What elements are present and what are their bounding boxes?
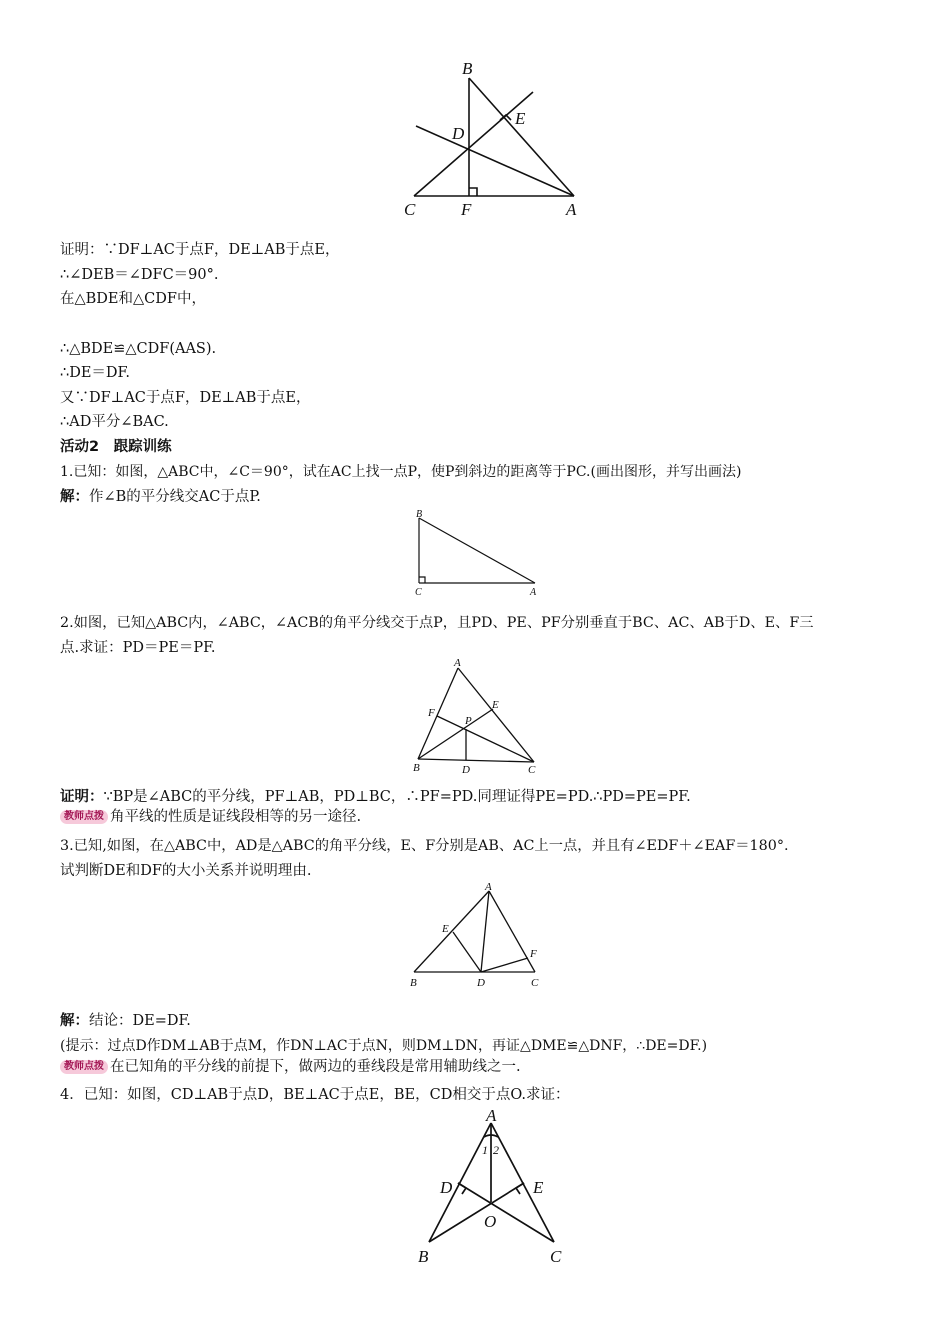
q4-label-A: A [486,1106,497,1125]
proof1-line-5: ∴DE＝DF. [60,365,130,381]
proof1-line-2: ∴∠DEB＝∠DFC＝90°. [60,267,219,283]
proof1-line-1: 证明：∵DF⊥AC于点F，DE⊥AB于点E， [60,242,340,258]
teacher-tip-badge: 教师点拨 [60,810,108,824]
q3-answer-label: 解： [60,1013,89,1029]
q1-label-C: C [415,587,422,598]
q4-label-D: D [440,1178,453,1197]
q2-tip-text: 角平线的性质是证线段相等的另一途径. [110,809,362,825]
q1-label-A: A [530,587,537,598]
q1-text: 1.已知：如图，△ABC中，∠C＝90°，试在AC上找一点P，使P到斜边的距离等于PC.(画出图形，并写出画法) [60,464,742,480]
q2-proof-text: ∵BP是∠ABC的平分线，PF⊥AB，PD⊥BC，∴PF=PD.同理证得PE=PD.∴PD=PE=PF. [103,789,691,805]
q1-answer-text: 作∠B的平分线交AC于点P. [89,489,261,505]
activity-title: 活动2 跟踪训练 [60,439,172,455]
q2-proof [60,787,691,807]
figure-q1-right-triangle [410,505,545,600]
label-C: C [404,200,416,219]
q4-label-O: O [484,1212,497,1231]
q3-label-A: A [485,881,492,893]
q3-hint: (提示：过点D作DM⊥AB于点M，作DN⊥AC于点N，则DM⊥DN，再证△DME≌△DNF，∴DE=DF.) [60,1038,708,1054]
q2-label-D: D [462,764,470,776]
q3-label-D: D [477,977,485,989]
q3-label-C: C [531,977,539,989]
q4-text: 4．已知：如图，CD⊥AB于点D，BE⊥AC于点E，BE，CD相交于点O.求证： [60,1087,570,1103]
figure-1-triangle [400,55,590,220]
q3-label-F: F [530,948,537,960]
q2-text-line-2: 点.求证：PD＝PE＝PF. [60,640,216,656]
proof1-line-7: ∴AD平分∠BAC. [60,414,169,430]
q4-label-E: E [533,1178,544,1197]
q3-tip-text: 在已知角的平分线的前提下，做两边的垂线段是常用辅助线之一. [110,1059,521,1075]
q1-answer [60,487,261,507]
q3-text-line-2: 试判断DE和DF的大小关系并说明理由. [60,863,312,879]
label-A: A [566,200,577,219]
q1-answer-label: 解： [60,489,89,505]
q1-label-B: B [416,509,423,520]
q2-label-A: A [454,657,461,669]
q4-label-B: B [418,1247,429,1266]
label-E: E [515,109,526,128]
q3-text-line-1: 3.已知,如图，在△ABC中，AD是△ABC的角平分线，E、F分别是AB、AC上一点，并且有∠EDF＋∠EAF＝180°. [60,838,789,854]
q4-label-angle-1: 1 [482,1143,488,1157]
q4-label-C: C [550,1247,562,1266]
figure-q3-bisector [405,876,545,991]
proof1-line-4: ∴△BDE≌△CDF(AAS). [60,341,217,357]
q2-label-B: B [413,762,420,774]
q4-label-angle-2: 2 [493,1143,499,1157]
q3-label-E: E [442,923,449,935]
proof1-line-3: 在△BDE和△CDF中， [60,291,206,307]
q2-proof-label: 证明： [60,789,104,805]
q2-label-P: P [465,715,472,727]
q2-label-E: E [492,699,499,711]
q2-label-F: F [428,707,435,719]
label-F: F [461,200,472,219]
q2-label-C: C [528,764,536,776]
q2-text-line-1: 2.如图，已知△ABC内，∠ABC，∠ACB的角平分线交于点P，且PD、PE、PF分别垂直于BC、AC、AB于D、E、F三 [60,615,814,631]
q3-tip [60,1057,521,1077]
q3-answer-text: 结论：DE=DF. [89,1013,191,1029]
figure-q2-incenter [405,652,545,777]
q3-answer [60,1011,191,1031]
proof1-line-6: 又∵DF⊥AC于点F，DE⊥AB于点E， [60,390,311,406]
figure-q4-altitudes [405,1100,575,1270]
teacher-tip-badge: 教师点拨 [60,1060,108,1074]
label-B: B [462,59,473,78]
q3-label-B: B [410,977,417,989]
q2-tip [60,807,361,827]
label-D: D [452,124,465,143]
